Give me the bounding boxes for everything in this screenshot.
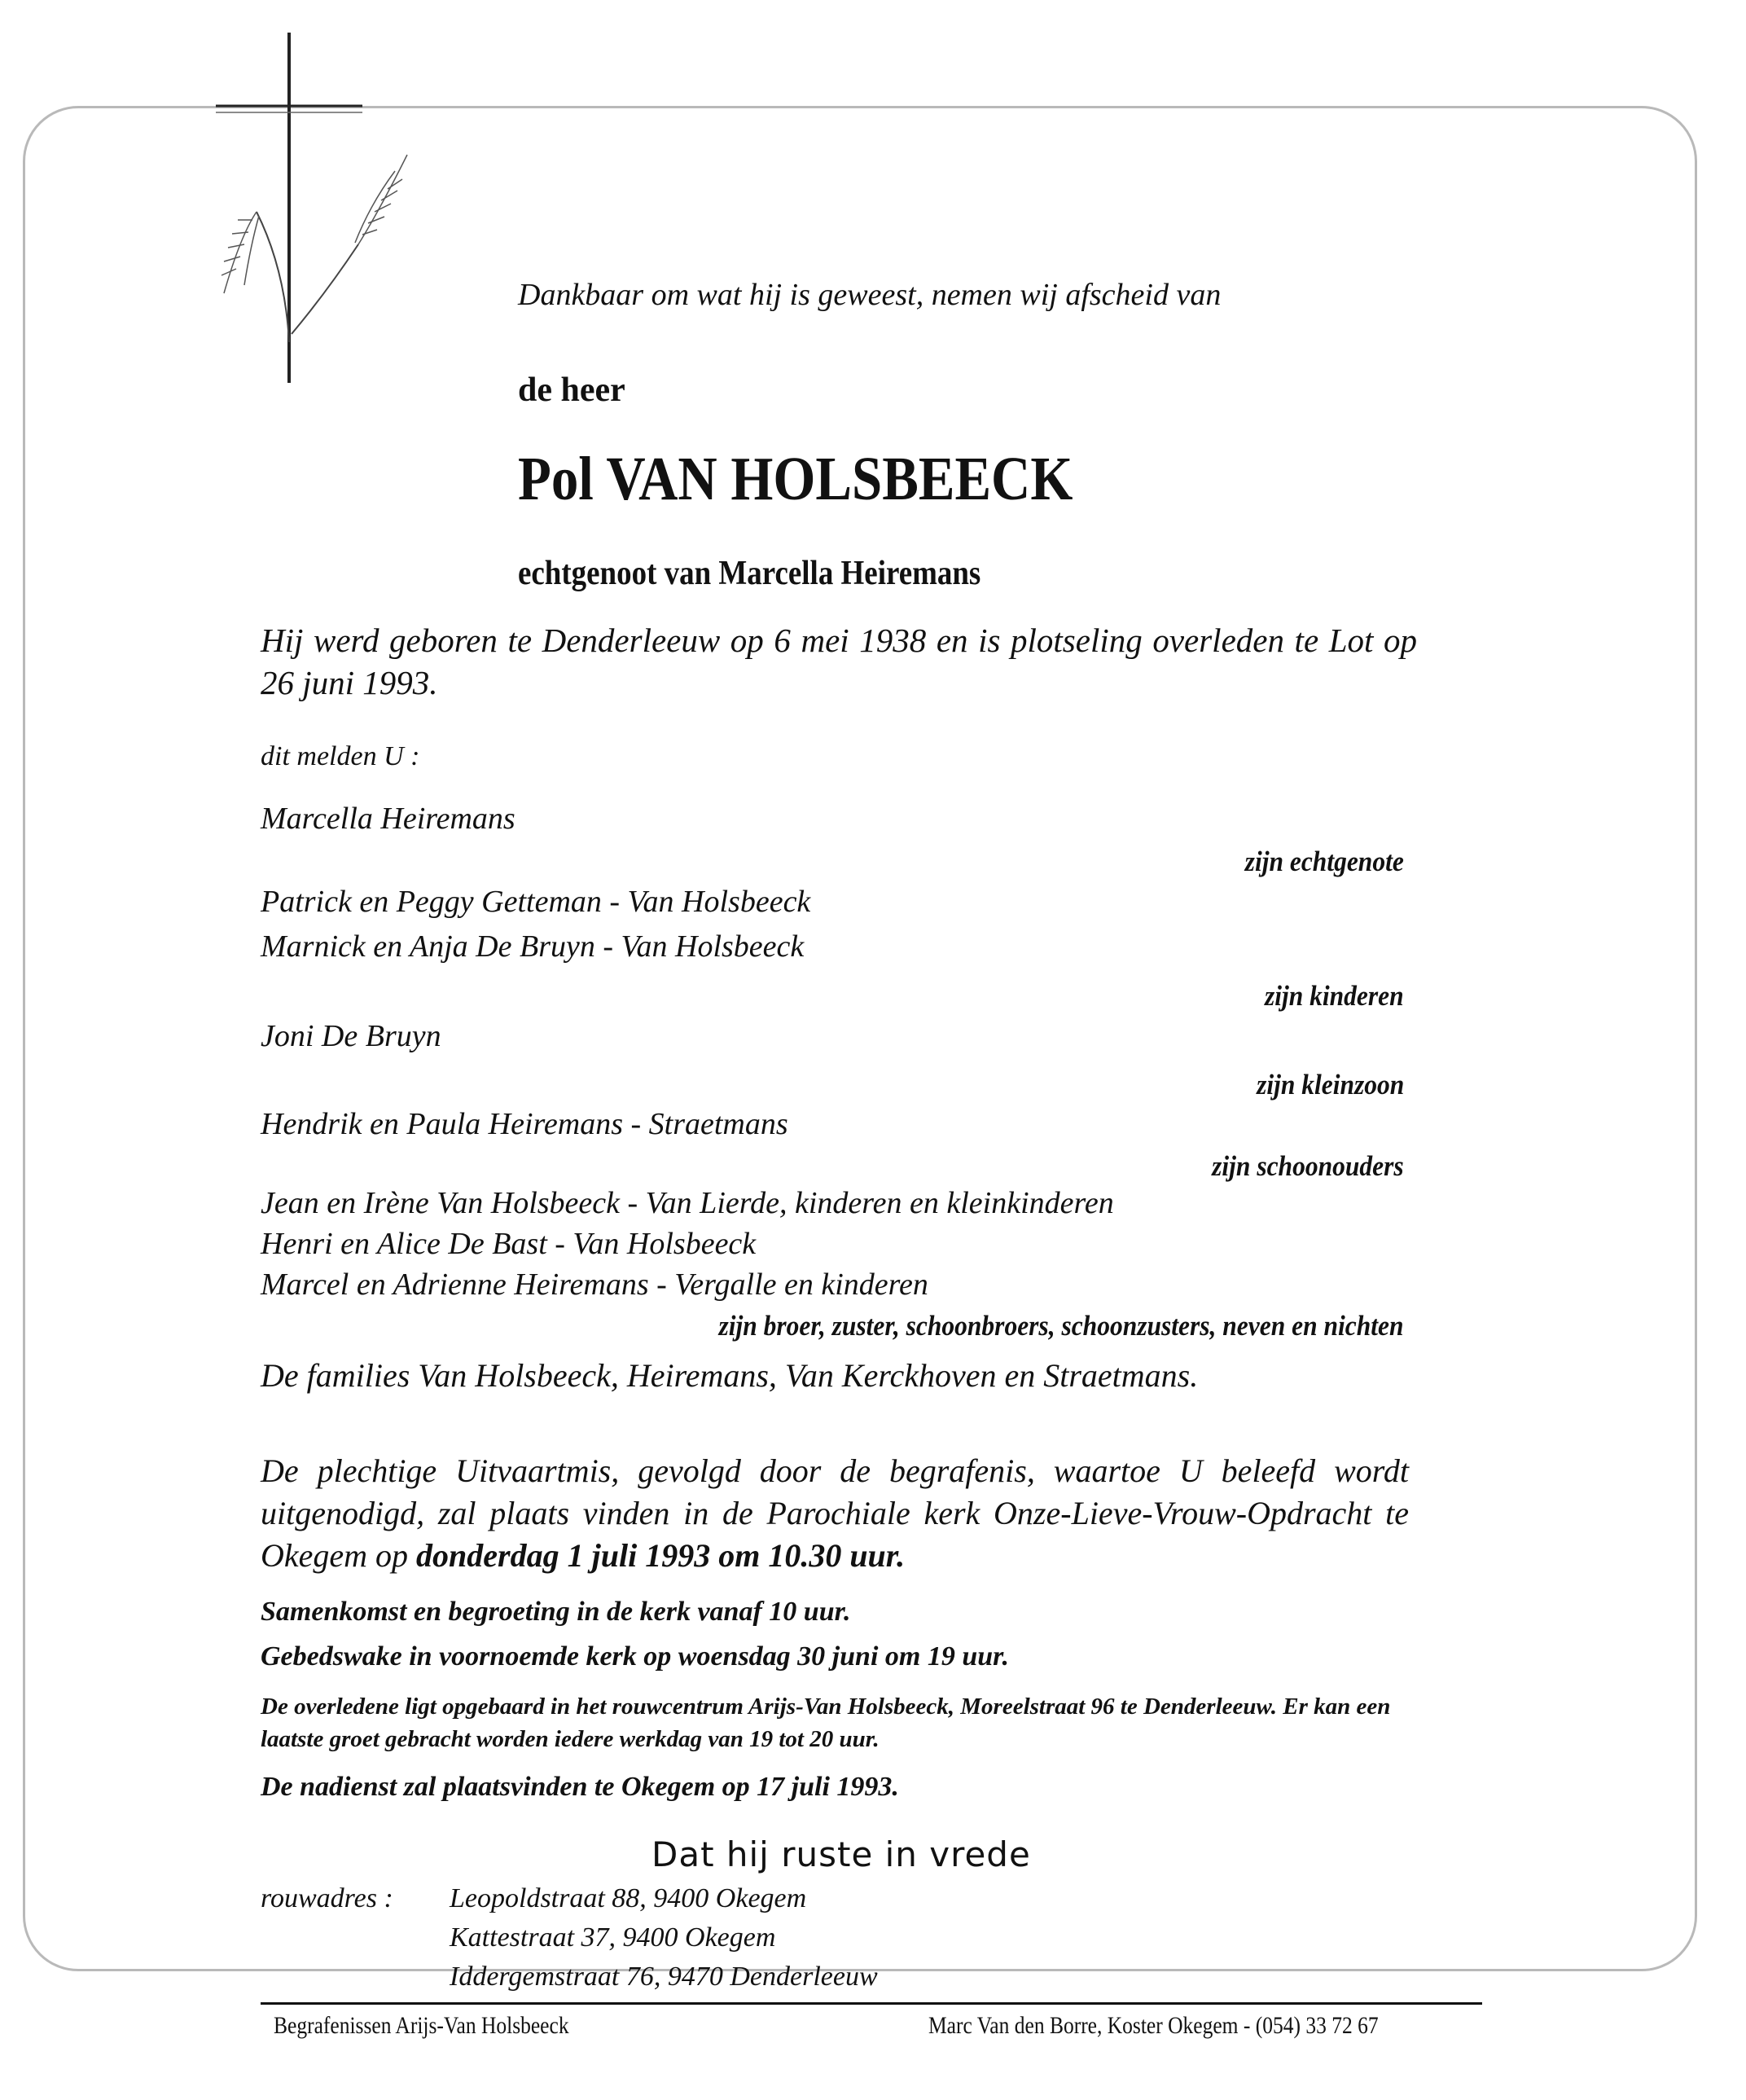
footer-divider — [261, 2002, 1482, 2005]
note-vigil: Gebedswake in voornoemde kerk op woensdag 30 juni om 19 uur. — [261, 1641, 1010, 1672]
service-date-time: donderdag 1 juli 1993 om 10.30 uur. — [416, 1537, 906, 1574]
relation-label: zijn kleinzoon — [1256, 1069, 1404, 1101]
mourning-address: Iddergemstraat 76, 9470 Denderleeuw — [450, 1962, 878, 1992]
family-entry: Patrick en Peggy Getteman - Van Holsbeeck — [261, 885, 811, 919]
family-entry: Marnick en Anja De Bruyn - Van Holsbeeck — [261, 929, 805, 964]
relation-label: zijn schoonouders — [1212, 1150, 1404, 1182]
mourning-address: Leopoldstraat 88, 9400 Okegem — [450, 1883, 807, 1913]
family-entry: Joni De Bruyn — [261, 1019, 441, 1053]
deceased-name — [518, 444, 1073, 515]
announcement-lead: dit melden U : — [261, 741, 420, 771]
intro-text: Dankbaar om wat hij is geweest, nemen wij afscheid van — [518, 278, 1222, 312]
mourning-address: Kattestraat 37, 9400 Okegem — [450, 1922, 776, 1953]
family-entry: Jean en Irène Van Holsbeeck - Van Lierde, kinderen en kleinkinderen — [261, 1186, 1114, 1220]
relation-label: zijn kinderen — [1265, 980, 1404, 1012]
note-gathering: Samenkomst en begroeting in de kerk vanaf 10 uur. — [261, 1597, 851, 1627]
family-entry: Marcella Heiremans — [261, 802, 515, 836]
spouse-line-text: echtgenoot van Marcella Heiremans — [518, 555, 981, 592]
birth-death-text: Hij werd geboren te Denderleeuw op 6 mei 1938 en is plotseling overleden te Lot op 26 juni 1993. — [261, 622, 1417, 701]
note-memorial: De nadienst zal plaatsvinden te Okegem op 17 juli 1993. — [261, 1772, 899, 1802]
spouse-line — [518, 554, 980, 593]
footer-contact: Marc Van den Borre, Koster Okegem - (054) 33 72 67 — [928, 2012, 1379, 2039]
service-body: De plechtige Uitvaartmis, gevolgd door de begrafenis, waartoe U beleefd wordt uitgenodigd, zal plaats vinden in de Parochiale kerk Onze-Lieve-Vrouw-Opdracht te Okegem op — [261, 1452, 1409, 1574]
deceased-name-text: Pol VAN HOLSBEECK — [518, 445, 1073, 513]
family-entry: Marcel en Adrienne Heiremans - Vergalle en kinderen — [261, 1267, 928, 1302]
service-text — [261, 1450, 1409, 1577]
note-viewing: De overledene ligt opgebaard in het rouwcentrum Arijs-Van Holsbeeck, Moreelstraat 96 te Denderleeuw. Er kan een laatste groet gebracht worden iedere werkdag van 19 tot 20 uur. — [261, 1694, 1391, 1752]
cross-wheat-icon — [163, 24, 432, 391]
footer-funeral-home: Begrafenissen Arijs-Van Holsbeeck — [274, 2012, 569, 2039]
honorific: de heer — [518, 371, 625, 409]
relation-label: zijn broer, zuster, schoonbroers, schoonzusters, neven en nichten — [718, 1310, 1404, 1342]
relation-label: zijn echtgenote — [1244, 846, 1404, 877]
mourning-address-label: rouwadres : — [261, 1883, 393, 1913]
family-entry: Henri en Alice De Bast - Van Holsbeeck — [261, 1227, 757, 1261]
family-entry: De families Van Holsbeeck, Heiremans, Van Kerckhoven en Straetmans. — [261, 1357, 1199, 1394]
closing-phrase: Dat hij ruste in vrede — [651, 1834, 1031, 1874]
family-entry: Hendrik en Paula Heiremans - Straetmans — [261, 1107, 788, 1141]
